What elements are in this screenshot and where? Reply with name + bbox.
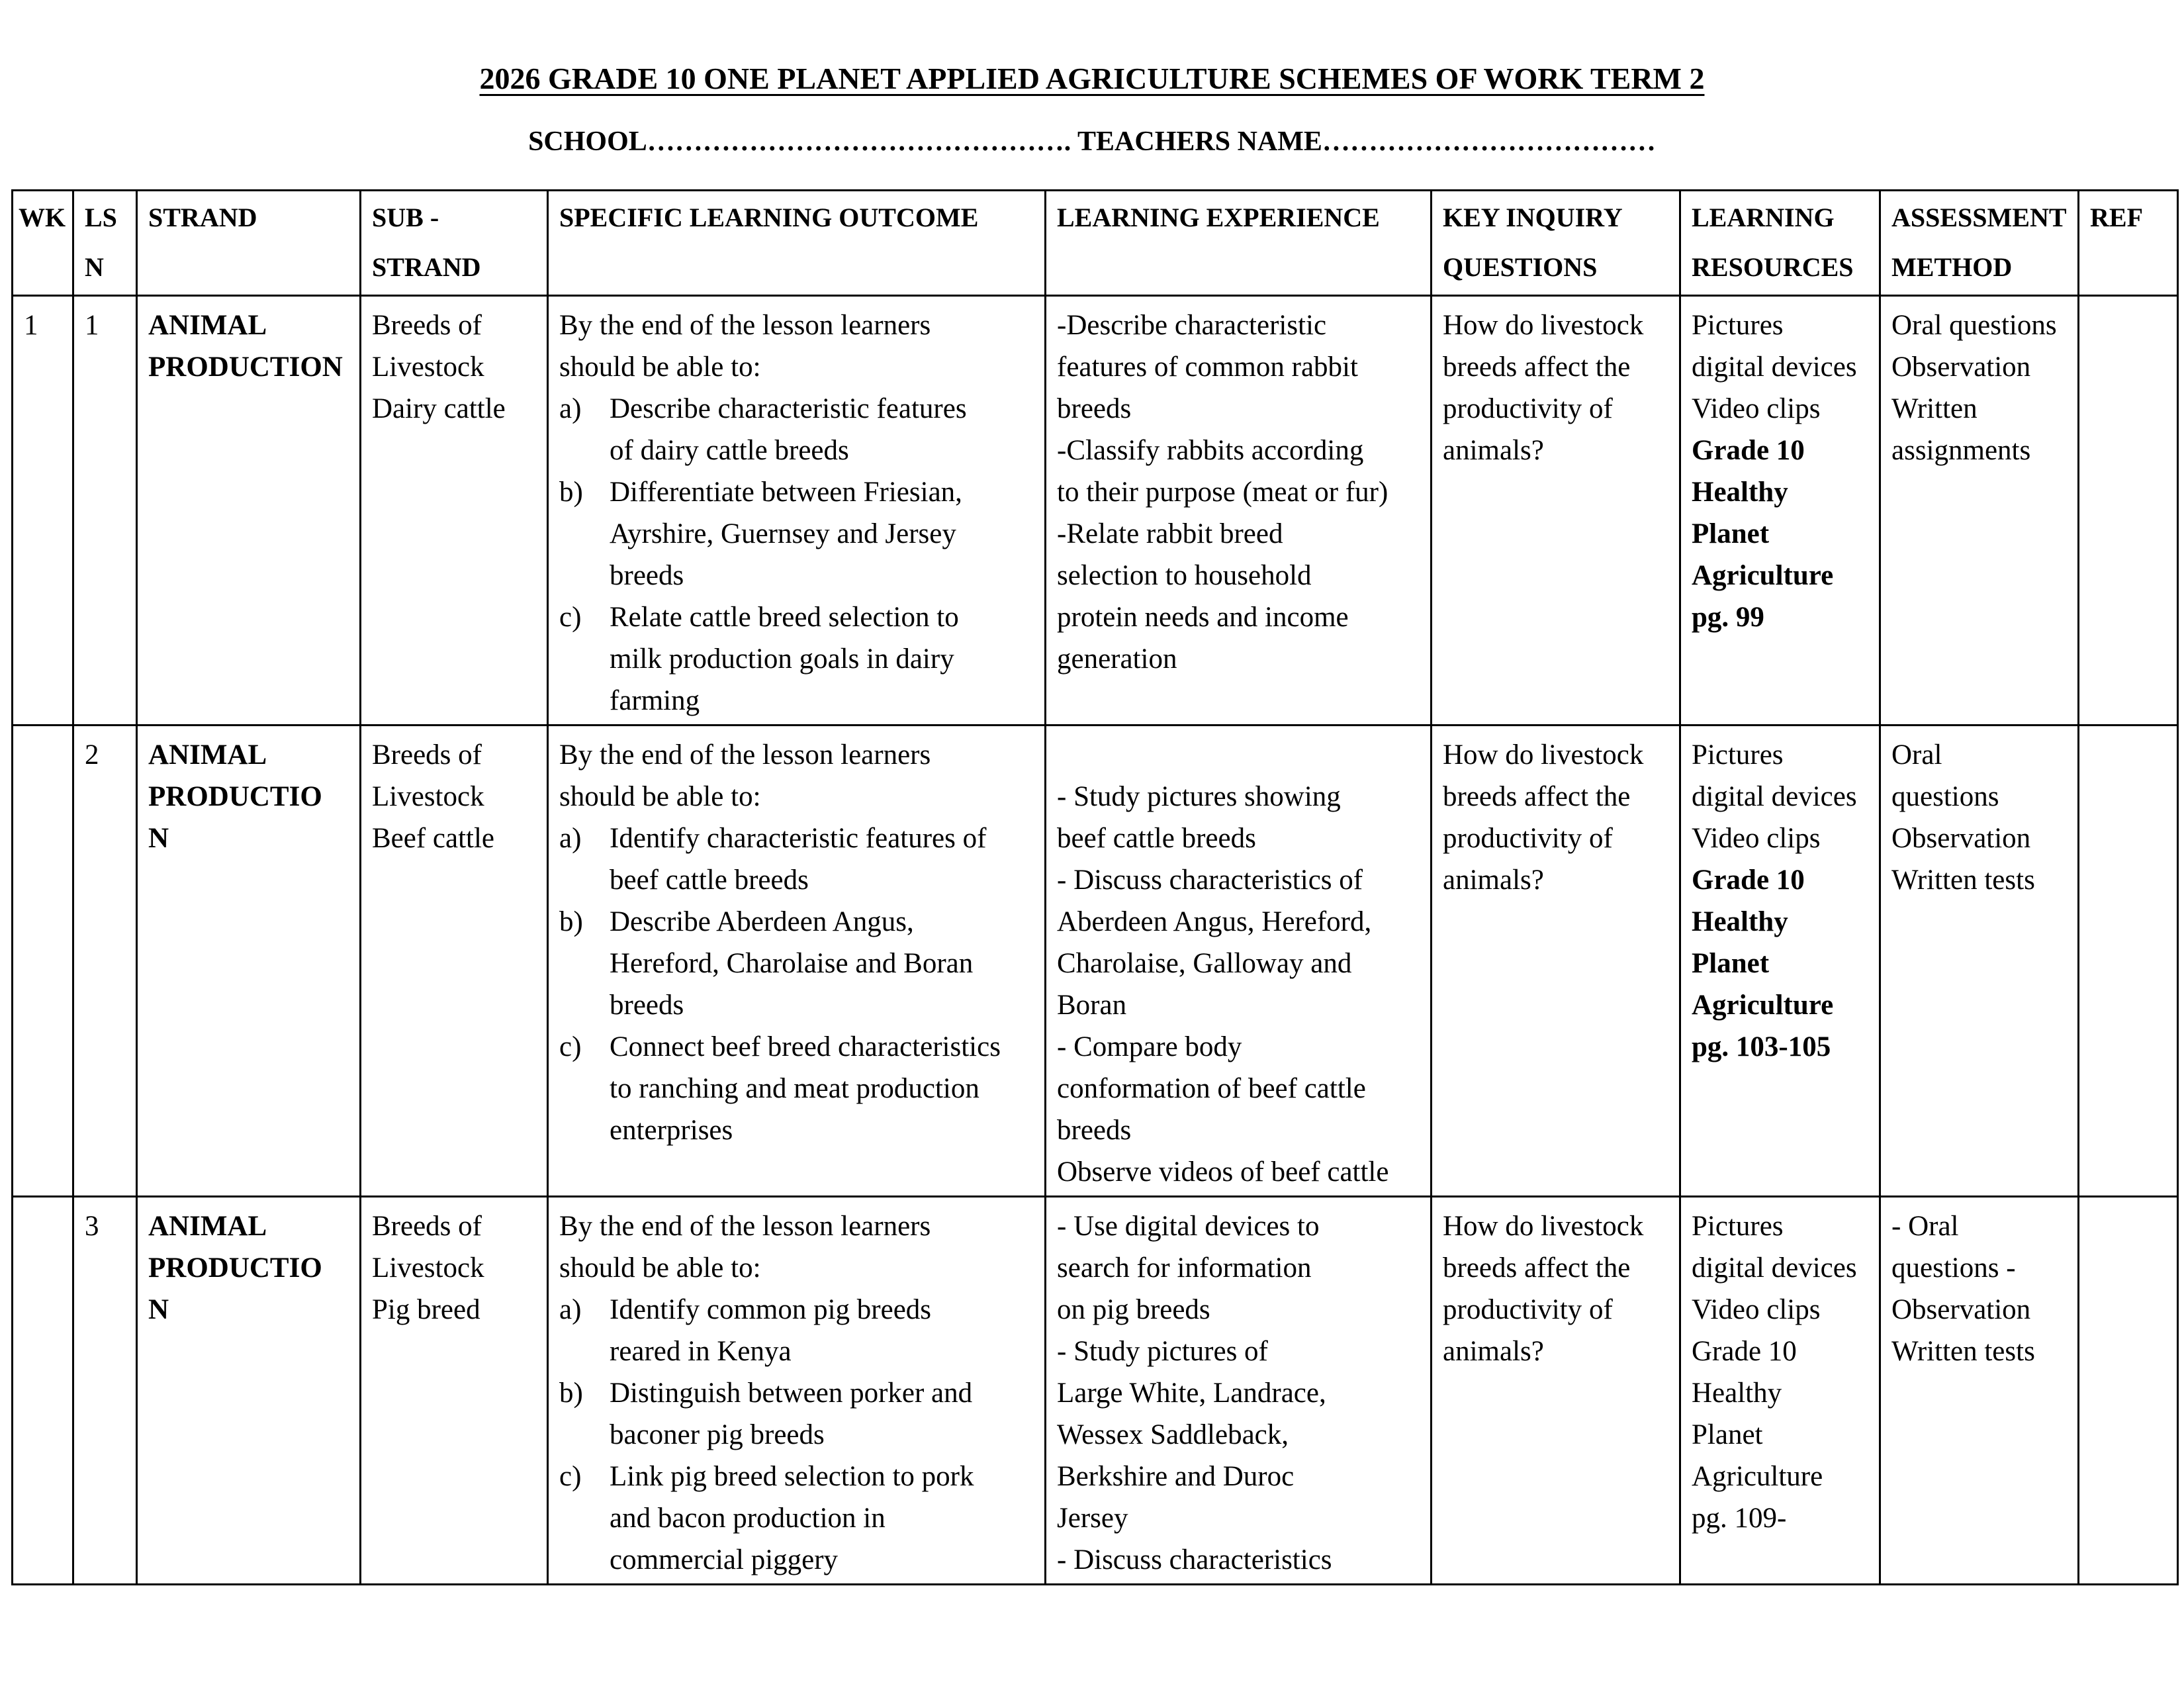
text-line: Video clips: [1692, 393, 1821, 424]
lesson-number: 3: [85, 1211, 99, 1242]
text-line: Planet: [1692, 518, 1770, 549]
text-line: Pictures: [1692, 310, 1784, 341]
cell-learning-resources: [1680, 296, 1880, 726]
text-line: By the end of the lesson learners: [559, 739, 931, 771]
header-wk: WK: [13, 191, 73, 296]
text-line: digital devices: [1692, 781, 1857, 812]
text-line: digital devices: [1692, 1252, 1857, 1284]
week-number: 1: [24, 310, 38, 341]
outcome-item: [559, 388, 1036, 471]
text-line: - Discuss characteristics: [1057, 1544, 1332, 1575]
outcome-marker: c): [559, 1031, 582, 1062]
cell-week: [13, 296, 73, 726]
text-line: By the end of the lesson learners: [559, 310, 931, 341]
text-line: Beef cattle: [372, 823, 495, 854]
text-line: farming: [610, 685, 700, 716]
cell-lesson: [73, 726, 137, 1197]
cell-key-inquiry-question: [1432, 1197, 1680, 1585]
outcome-item: [559, 1026, 1036, 1151]
text-line: breeds affect the: [1443, 781, 1631, 812]
text-line: -Describe characteristic: [1057, 310, 1327, 341]
text-line: PRODUCTION: [148, 352, 343, 383]
outcome-marker: b): [559, 477, 583, 508]
table-row: [13, 1197, 2178, 1585]
cell-strand: [137, 726, 361, 1197]
header-learning-experience: LEARNING EXPERIENCE: [1046, 191, 1432, 296]
text-line: conformation of beef cattle: [1057, 1073, 1366, 1104]
outcome-item: [559, 1372, 1036, 1456]
text-line: digital devices: [1692, 352, 1857, 383]
text-line: breeds affect the: [1443, 1252, 1631, 1284]
document-title: 2026 GRADE 10 ONE PLANET APPLIED AGRICULTURE SCHEMES OF WORK TERM 2: [479, 62, 1705, 95]
text-line: enterprises: [610, 1115, 733, 1146]
text-line: breeds: [1057, 1115, 1132, 1146]
text-line: features of common rabbit: [1057, 352, 1358, 383]
text-line: Written tests: [1891, 865, 2035, 896]
text-line: Healthy: [1692, 477, 1788, 508]
text-line: Grade 10: [1692, 1336, 1797, 1367]
text-line: Planet: [1692, 1419, 1763, 1450]
cell-strand: [137, 1197, 361, 1585]
outcome-item: [559, 818, 1036, 901]
text-line: commercial piggery: [610, 1544, 839, 1575]
text-line: breeds affect the: [1443, 352, 1631, 383]
text-line: -Relate rabbit breed: [1057, 518, 1283, 549]
text-line: PRODUCTIO: [148, 1252, 322, 1284]
text-line: Dairy cattle: [372, 393, 506, 424]
text-line: Boran: [1057, 990, 1127, 1021]
text-line: productivity of: [1443, 393, 1613, 424]
text-line: How do livestock: [1443, 310, 1644, 341]
cell-lesson: [73, 1197, 137, 1585]
cell-learning-experience: [1046, 726, 1432, 1197]
cell-learning-resources: [1680, 726, 1880, 1197]
text-line: Identify common pig breeds: [610, 1294, 932, 1325]
text-line: Observation: [1891, 1294, 2031, 1325]
text-line: - Use digital devices to: [1057, 1211, 1320, 1242]
text-line: Pig breed: [372, 1294, 480, 1325]
text-line: - Study pictures of: [1057, 1336, 1268, 1367]
text-line: search for information: [1057, 1252, 1312, 1284]
text-line: Observe videos of beef cattle: [1057, 1156, 1389, 1188]
text-line: ANIMAL: [148, 1211, 267, 1242]
text-line: - Compare body: [1057, 1031, 1242, 1062]
text-line: Aberdeen Angus, Hereford,: [1057, 906, 1372, 937]
text-line: pg. 109-: [1692, 1503, 1787, 1534]
schemes-of-work-table: [11, 189, 2179, 1585]
cell-sub-strand: [361, 1197, 548, 1585]
text-line: Livestock: [372, 1252, 484, 1284]
text-line: milk production goals in dairy: [610, 643, 954, 675]
text-line: Describe Aberdeen Angus,: [610, 906, 914, 937]
text-line: Oral: [1891, 739, 1942, 771]
text-line: Ayrshire, Guernsey and Jersey: [610, 518, 956, 549]
outcome-item: [559, 471, 1036, 596]
text-line: Grade 10: [1692, 435, 1805, 466]
cell-learning-experience: [1046, 296, 1432, 726]
text-line: Agriculture: [1692, 560, 1834, 591]
text-line: animals?: [1443, 1336, 1544, 1367]
text-line: - Oral: [1891, 1211, 1959, 1242]
text-line: N: [148, 823, 169, 854]
header-key-inquiry-questions: KEY INQUIRY QUESTIONS: [1432, 191, 1680, 296]
outcome-list: [559, 1289, 1036, 1581]
header-lsn: LS N: [73, 191, 137, 296]
outcome-item: [559, 596, 1036, 722]
text-line: Livestock: [372, 352, 484, 383]
cell-ref: [2079, 726, 2178, 1197]
cell-specific-learning-outcome: [548, 726, 1046, 1197]
text-line: Livestock: [372, 781, 484, 812]
text-line: Video clips: [1692, 823, 1821, 854]
header-specific-learning-outcome: SPECIFIC LEARNING OUTCOME: [548, 191, 1046, 296]
text-line: Link pig breed selection to pork: [610, 1461, 974, 1492]
text-line: ANIMAL: [148, 739, 267, 771]
cell-week: [13, 726, 73, 1197]
text-line: Charolaise, Galloway and: [1057, 948, 1352, 979]
outcome-list: [559, 388, 1036, 722]
text-line: breeds: [610, 560, 684, 591]
cell-key-inquiry-question: [1432, 296, 1680, 726]
outcome-marker: b): [559, 906, 583, 937]
header-ref: REF: [2079, 191, 2178, 296]
table-header-row: [13, 191, 2178, 296]
outcome-marker: c): [559, 1461, 582, 1492]
text-line: Planet: [1692, 948, 1770, 979]
outcome-item: [559, 1456, 1036, 1581]
table-row: [13, 296, 2178, 726]
text-line: productivity of: [1443, 823, 1613, 854]
text-line: should be able to:: [559, 1252, 761, 1284]
text-line: Describe characteristic features: [610, 393, 967, 424]
table-row: [13, 726, 2178, 1197]
cell-ref: [2079, 296, 2178, 726]
cell-specific-learning-outcome: [548, 1197, 1046, 1585]
text-line: ANIMAL: [148, 310, 267, 341]
text-line: of dairy cattle breeds: [610, 435, 849, 466]
text-line: -Classify rabbits according: [1057, 435, 1364, 466]
text-line: should be able to:: [559, 781, 761, 812]
text-line: beef cattle breeds: [1057, 823, 1256, 854]
text-line: Observation: [1891, 823, 2031, 854]
cell-assessment-method: [1880, 726, 2079, 1197]
cell-strand: [137, 296, 361, 726]
text-line: animals?: [1443, 865, 1544, 896]
text-line: generation: [1057, 643, 1177, 675]
text-line: breeds: [610, 990, 684, 1021]
cell-sub-strand: [361, 296, 548, 726]
text-line: selection to household: [1057, 560, 1312, 591]
outcome-item: [559, 1289, 1036, 1372]
cell-lesson: [73, 296, 137, 726]
cell-ref: [2079, 1197, 2178, 1585]
outcome-list: [559, 818, 1036, 1151]
lesson-number: 2: [85, 739, 99, 771]
outcome-marker: a): [559, 393, 582, 424]
text-line: Healthy: [1692, 1378, 1782, 1409]
text-line: and bacon production in: [610, 1503, 886, 1534]
header-learning-resources: LEARNING RESOURCES: [1680, 191, 1880, 296]
text-line: Relate cattle breed selection to: [610, 602, 959, 633]
cell-learning-resources: [1680, 1197, 1880, 1585]
cell-week: [13, 1197, 73, 1585]
spacer: [1057, 734, 1422, 776]
text-line: Breeds of: [372, 1211, 482, 1242]
cell-learning-experience: [1046, 1197, 1432, 1585]
cell-specific-learning-outcome: [548, 296, 1046, 726]
text-line: Differentiate between Friesian,: [610, 477, 962, 508]
text-line: baconer pig breeds: [610, 1419, 825, 1450]
text-line: PRODUCTIO: [148, 781, 322, 812]
text-line: questions: [1891, 781, 1999, 812]
text-line: Pictures: [1692, 1211, 1784, 1242]
text-line: to their purpose (meat or fur): [1057, 477, 1388, 508]
text-line: - Discuss characteristics of: [1057, 865, 1363, 896]
text-line: Hereford, Charolaise and Boran: [610, 948, 974, 979]
text-line: beef cattle breeds: [610, 865, 809, 896]
text-line: should be able to:: [559, 352, 761, 383]
text-line: Connect beef breed characteristics: [610, 1031, 1001, 1062]
text-line: productivity of: [1443, 1294, 1613, 1325]
outcome-item: [559, 901, 1036, 1026]
text-line: How do livestock: [1443, 1211, 1644, 1242]
text-line: Berkshire and Duroc: [1057, 1461, 1295, 1492]
text-line: Agriculture: [1692, 990, 1834, 1021]
outcome-marker: a): [559, 1294, 582, 1325]
school-teacher-line: SCHOOL………………………………………. TEACHERS NAME………………………………: [528, 126, 1656, 157]
text-line: Grade 10: [1692, 865, 1805, 896]
header-strand: STRAND: [137, 191, 361, 296]
text-line: How do livestock: [1443, 739, 1644, 771]
text-line: Oral questions: [1891, 310, 2057, 341]
text-line: Written tests: [1891, 1336, 2035, 1367]
cell-sub-strand: [361, 726, 548, 1197]
cell-key-inquiry-question: [1432, 726, 1680, 1197]
text-line: protein needs and income: [1057, 602, 1349, 633]
text-line: Written: [1891, 393, 1978, 424]
text-line: Video clips: [1692, 1294, 1821, 1325]
outcome-marker: a): [559, 823, 582, 854]
text-line: to ranching and meat production: [610, 1073, 979, 1104]
text-line: Jersey: [1057, 1503, 1128, 1534]
text-line: Observation: [1891, 352, 2031, 383]
text-line: Breeds of: [372, 739, 482, 771]
text-line: Wessex Saddleback,: [1057, 1419, 1289, 1450]
text-line: - Study pictures showing: [1057, 781, 1341, 812]
text-line: Agriculture: [1692, 1461, 1823, 1492]
outcome-marker: b): [559, 1378, 583, 1409]
text-line: Healthy: [1692, 906, 1788, 937]
text-line: N: [148, 1294, 169, 1325]
cell-assessment-method: [1880, 296, 2079, 726]
text-line: pg. 103-105: [1692, 1031, 1831, 1062]
header-sub-strand: SUB - STRAND: [361, 191, 548, 296]
text-line: Pictures: [1692, 739, 1784, 771]
text-line: Breeds of: [372, 310, 482, 341]
cell-assessment-method: [1880, 1197, 2079, 1585]
lesson-number: 1: [85, 310, 99, 341]
text-line: Distinguish between porker and: [610, 1378, 973, 1409]
outcome-marker: c): [559, 602, 582, 633]
header-assessment-method: ASSESSMENT METHOD: [1880, 191, 2079, 296]
text-line: Identify characteristic features of: [610, 823, 987, 854]
text-line: pg. 99: [1692, 602, 1764, 633]
text-line: reared in Kenya: [610, 1336, 792, 1367]
text-line: breeds: [1057, 393, 1132, 424]
text-line: By the end of the lesson learners: [559, 1211, 931, 1242]
text-line: animals?: [1443, 435, 1544, 466]
text-line: questions -: [1891, 1252, 2016, 1284]
text-line: on pig breeds: [1057, 1294, 1210, 1325]
text-line: assignments: [1891, 435, 2031, 466]
text-line: Large White, Landrace,: [1057, 1378, 1326, 1409]
